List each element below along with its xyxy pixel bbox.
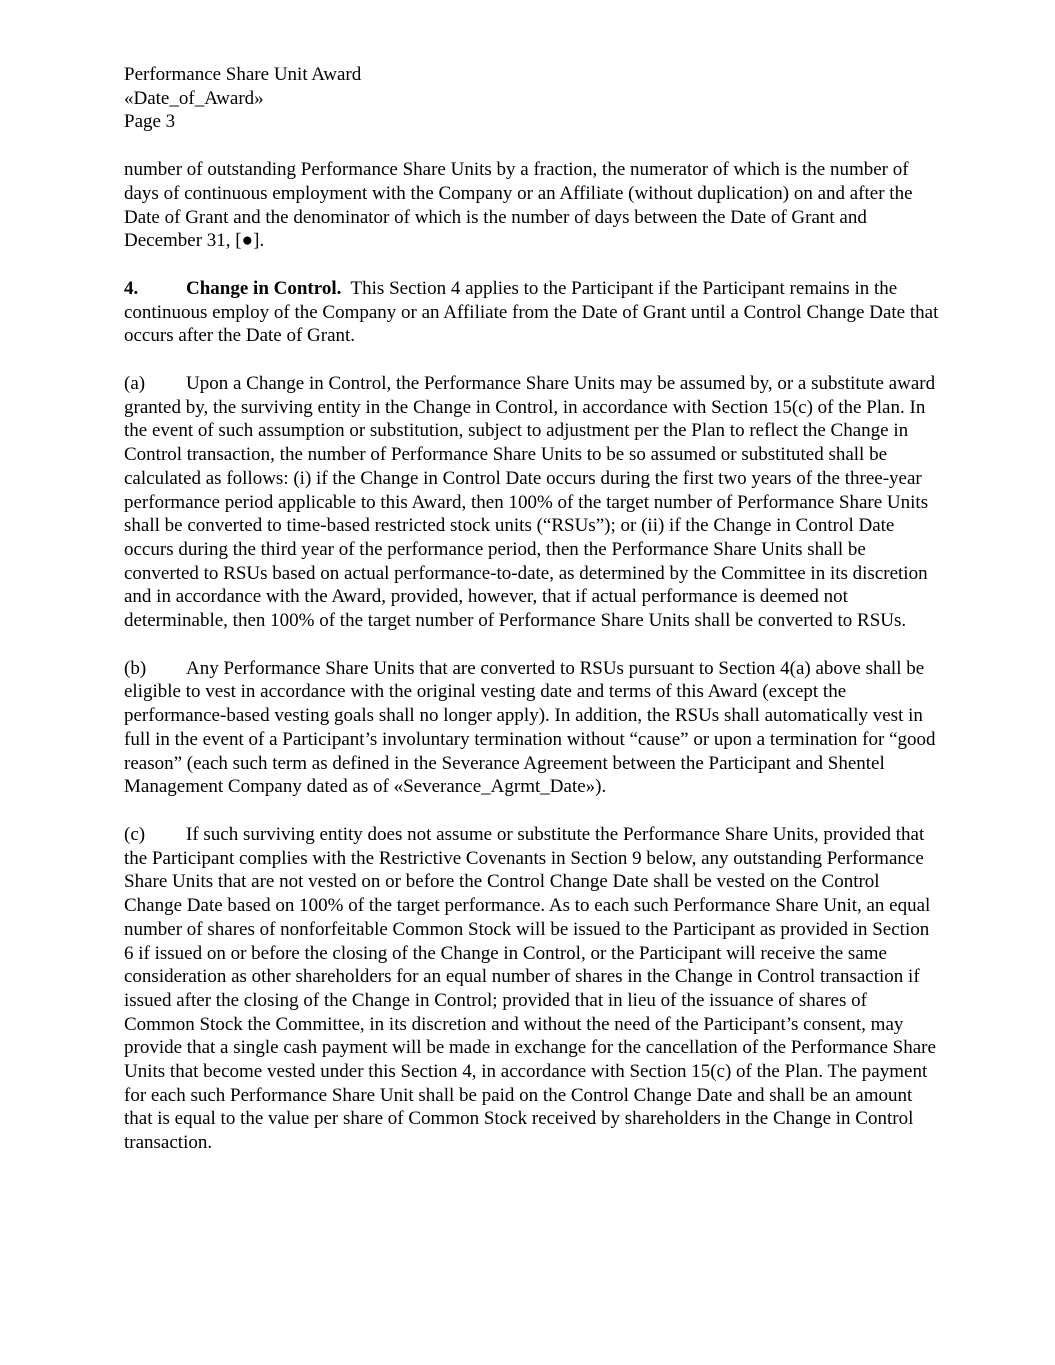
section-intro-text: This Section 4 applies to the Participant if the Participant remains in the continuous employ of the Company or an Affiliate from the Date of Grant until a Control Change Date that occurs after the Date of Grant. bbox=[124, 277, 939, 347]
header-award-date: «Date_of_Award» bbox=[124, 87, 264, 109]
subsection-text: Upon a Change in Control, the Performance Share Units may be assumed by, or a substitute award granted by, the surviving entity in the Change in Control, in accordance with Section 15(c) of the Plan. In the event of such assumption or substitution, subject to adjustment per the Plan to reflect the Change in Control transaction, the number of Performance Share Units to be so assumed or substituted shall be calculated as follows: (i) if the Change in Control Date occurs during the first two years of the three-year performance period applicable to this Award, then 100% of the target number of Performance Share Units shall be converted to time-based restricted stock units (“RSUs”); or (ii) if the Change in Control Date occurs during the third year of the performance period, then the Performance Share Units shall be converted to RSUs based on actual performance-to-date, as determined by the Committee in its discretion and in accordance with the Award, provided, however, that if actual performance is deemed not determinable, then 100% of the target number of Performance Share Units shall be converted to RSUs. bbox=[124, 373, 936, 632]
document-page bbox=[124, 63, 939, 1179]
header-award-title: Performance Share Unit Award bbox=[124, 64, 362, 85]
continuation-paragraph: number of outstanding Performance Share Units by a fraction, the numerator of which is the number of days of continuous employment with the Company or an Affiliate (without duplication) on and after the Date of Grant and the denominator of which is the number of days between the Date of Grant and December 31, [●]. bbox=[124, 159, 913, 252]
subsection-label: (a) bbox=[124, 373, 146, 395]
header-page-number: Page 3 bbox=[124, 111, 176, 133]
subsection-label: (b) bbox=[124, 657, 147, 679]
subsection-c bbox=[124, 823, 939, 1155]
subsection-text: If such surviving entity does not assume or substitute the Performance Share Units, provided that the Participant complies with the Restrictive Covenants in Section 9 below, any outstanding Performance Share Units that are not vested on or before the Control Change Date shall be vested on the Control Change Date based on 100% of the target performance. As to each such Performance Share Unit, an equal number of shares of nonforfeitable Common Stock will be issued to the Participant as provided in Section 6 if issued on or before the closing of the Change in Control, or the Participant will receive the same consideration as other shareholders for an equal number of shares in the Change in Control transaction if issued after the closing of the Change in Control; provided that in lieu of the issuance of shares of Common Stock the Committee, in its discretion and without the need of the Participant’s consent, may provide that a single cash payment will be made in exchange for the cancellation of the Performance Share Units that become vested under this Section 4, in accordance with Section 15(c) of the Plan. The payment for each such Performance Share Unit shall be paid on the Control Change Date and shall be an amount that is equal to the value per share of Common Stock received by shareholders in the Change in Control transaction. bbox=[124, 823, 936, 1154]
page-header bbox=[124, 63, 939, 134]
subsection-label: (c) bbox=[124, 823, 146, 845]
section-4-intro bbox=[124, 277, 939, 348]
subsection-b bbox=[124, 657, 939, 799]
subsection-a bbox=[124, 372, 939, 633]
section-number: 4. bbox=[124, 277, 139, 299]
section-title: Change in Control. bbox=[186, 277, 342, 299]
subsection-text: Any Performance Share Units that are converted to RSUs pursuant to Section 4(a) above shall be eligible to vest in accordance with the original vesting date and terms of this Award (except the performance-based vesting goals shall no longer apply). In addition, the RSUs shall automatically vest in full in the event of a Participant’s involuntary termination without “cause” or upon a termination for “good reason” (each such term as defined in the Severance Agreement between the Participant and Shentel Management Company dated as of «Severance_Agrmt_Date»). bbox=[124, 657, 936, 798]
